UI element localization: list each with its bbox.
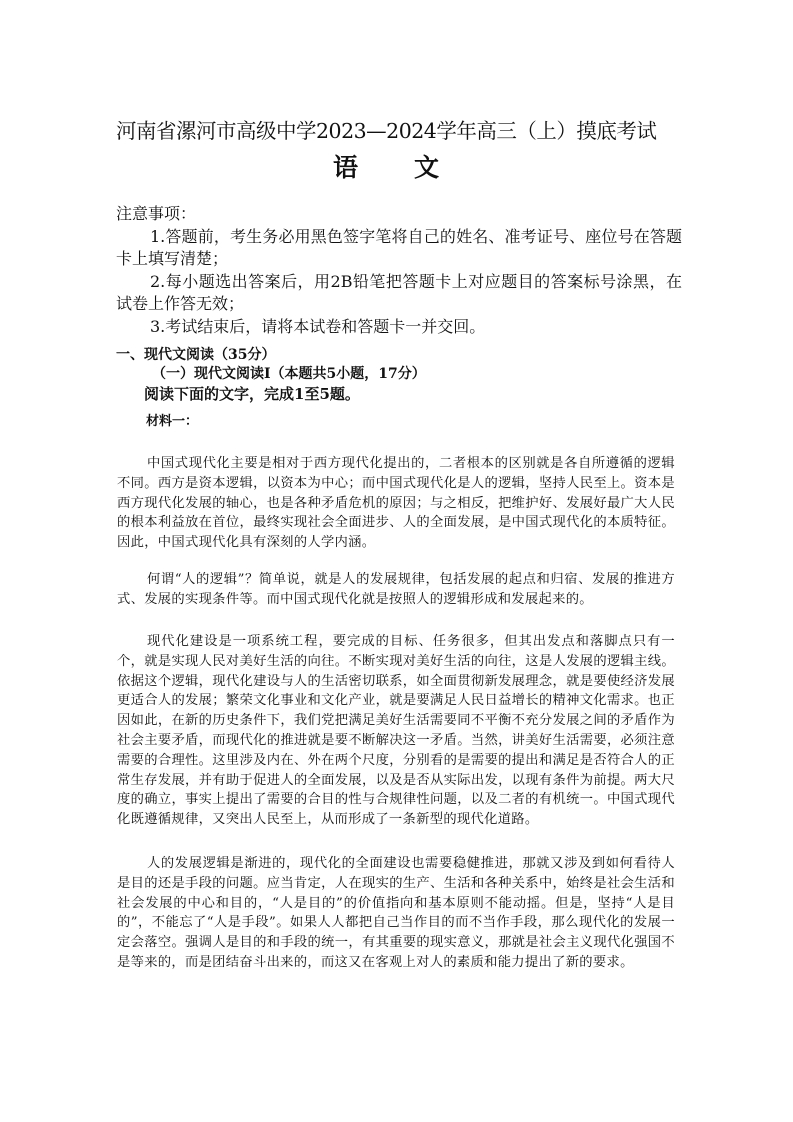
notice-item-1: 1.答题前，考生务必用黑色签字笔将自己的姓名、准考证号、座位号在答题卡上填写清楚； bbox=[116, 226, 682, 268]
notice-item-2: 2.每小题选出答案后，用2B铅笔把答题卡上对应题目的答案标号涂黑，在试卷上作答无效； bbox=[116, 271, 682, 313]
section-title: 一、现代文阅读（35分） bbox=[116, 347, 276, 363]
notice-block bbox=[116, 203, 682, 338]
paragraph-1: 中国式现代化主要是相对于西方现代化提出的，二者根本的区别就是各自所遵循的逻辑不同。西方是资本逻辑，以资本为中心；而中国式现代化是人的逻辑，坚持人民至上。资本是西方现代化发展的轴心，也是各种矛盾危机的原因；与之相反，把维护好、发展好最广大人民的根本利益放在首位，最终实现社会全面进步、人的全面发展，是中国式现代化的本质特征。因此，中国式现代化具有深刻的人学内涵。 bbox=[117, 456, 675, 551]
subject-char-1: 语 bbox=[333, 153, 359, 182]
notice-heading: 注意事项： bbox=[116, 204, 197, 223]
subject-char-2: 文 bbox=[414, 153, 440, 182]
section-header bbox=[116, 346, 682, 404]
subject-title bbox=[333, 148, 439, 184]
exam-title: 河南省漯河市高级中学2023—2024学年高三（上）摸底考试 bbox=[116, 119, 657, 143]
paragraph-2: 何谓“人的逻辑”？简单说，就是人的发展规律，包括发展的起点和归宿、发展的推进方式、发展的实现条件等。而中国式现代化就是按照人的逻辑形成和发展起来的。 bbox=[117, 572, 675, 607]
subsection-title: （一）现代文阅读Ⅰ（本题共5小题，17分） bbox=[152, 366, 426, 382]
paragraph-3: 现代化建设是一项系统工程，要完成的目标、任务很多，但其出发点和落脚点只有一个，就是实现人民对美好生活的向往。不断实现对美好生活的向往，这是人发展的逻辑主线。依据这个逻辑，现代化建设与人的生活密切联系，如全面贯彻新发展理念，就是要使经济发展更适合人的发展；繁荣文化事业和文化产业，就是要满足人民日益增长的精神文化需求。也正因如此，在新的历史条件下，我们党把满足美好生活需要同不平衡不充分发展之间的矛盾作为社会主要矛盾，而现代化的推进就是要不断解决这一矛盾。当然，讲美好生活需要，必须注意需要的合理性。这里涉及内在、外在两个尺度，分别看的是需要的提出和满足是否符合人的正常生存发展，并有助于促进人的全面发展，以及是否从实际出发，以现有条件为前提。两大尺度的确立，事实上提出了需要的合目的性与合规律性问题，以及二者的有机统一。中国式现代化既遵循规律，又突出人民至上，从而形成了一条新型的现代化道路。 bbox=[117, 634, 675, 828]
paragraph-4: 人的发展逻辑是渐进的，现代化的全面建设也需要稳健推进，那就又涉及到如何看待人是目的还是手段的问题。应当肯定，人在现实的生产、生活和各种关系中，始终是社会生活和社会发展的中心和目的，“人是目的”的价值指向和基本原则不能动摇。但是，坚持“人是目的”，不能忘了“人是手段”。如果人人都把自己当作目的而不当作手段，那么现代化的发展一定会落空。强调人是目的和手段的统一，有其重要的现实意义，那就是社会主义现代化强国不是等来的，而是团结奋斗出来的，而这又在客观上对人的素质和能力提出了新的要求。 bbox=[117, 856, 675, 970]
material-label: 材料一： bbox=[146, 414, 199, 429]
reading-instruction: 阅读下面的文字，完成1至5题。 bbox=[144, 385, 360, 403]
notice-item-3: 3.考试结束后，请将本试卷和答题卡一并交回。 bbox=[150, 316, 486, 336]
